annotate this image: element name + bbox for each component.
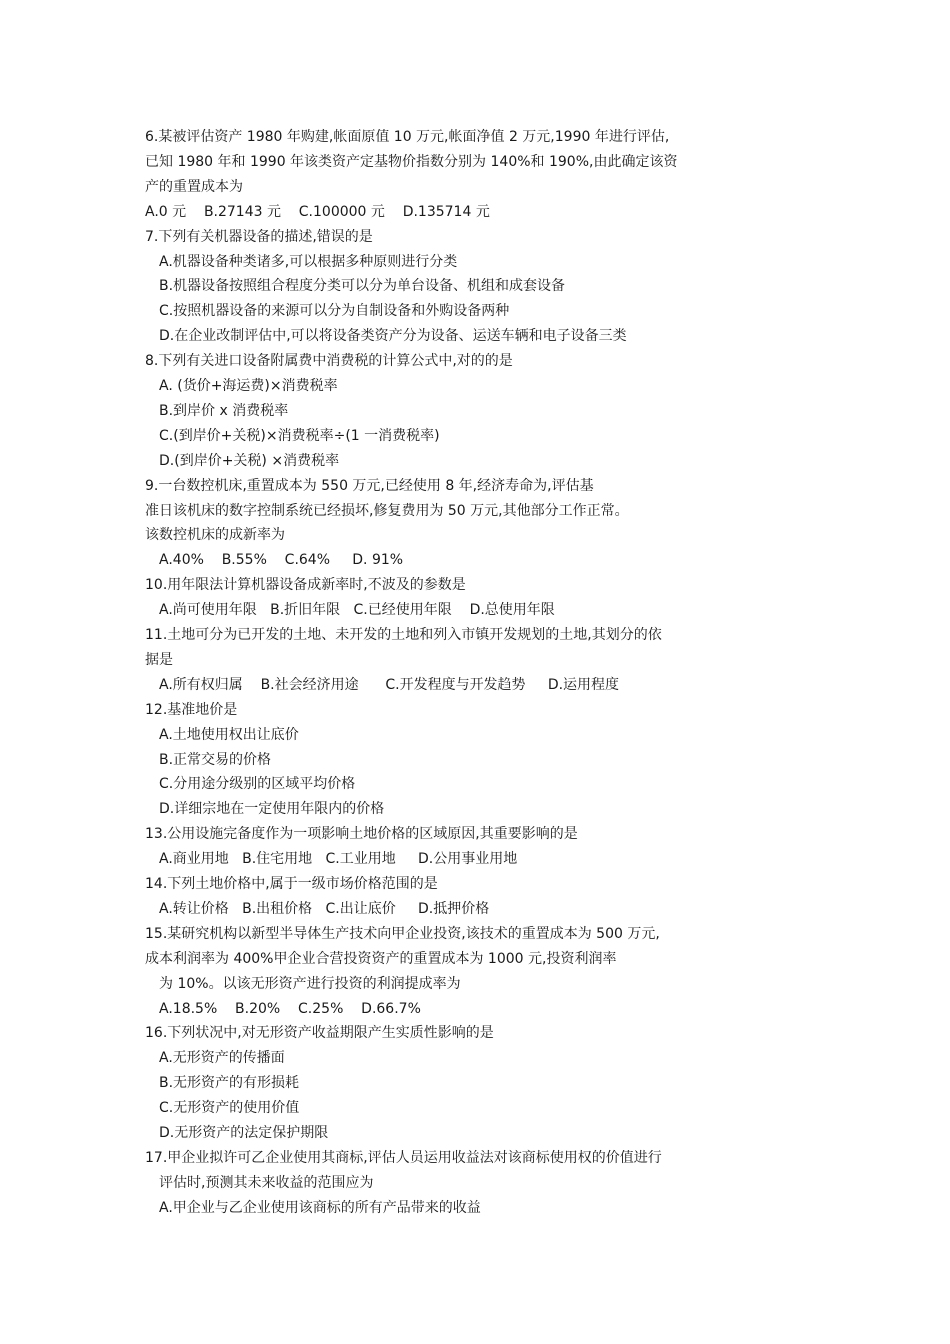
text-line: 15.某研究机构以新型半导体生产技术向甲企业投资,该技术的重置成本为 500 万元, bbox=[145, 925, 660, 942]
text-line: 准日该机床的数字控制系统已经损坏,修复费用为 50 万元,其他部分工作正常。 bbox=[145, 502, 629, 519]
text-line: A. (货价+海运费)×消费税率 bbox=[159, 378, 338, 394]
text-line: 产的重置成本为 bbox=[145, 178, 243, 195]
text-line: 成本利润率为 400%甲企业合营投资资产的重置成本为 1000 元,投资利润率 bbox=[145, 950, 617, 967]
text-line: A.商业用地 B.住宅用地 C.工业用地 D.公用事业用地 bbox=[159, 851, 518, 868]
text-line: A.机器设备种类诸多,可以根据多种原则进行分类 bbox=[159, 253, 458, 270]
text-line: C.(到岸价+关税)×消费税率÷(1 一消费税率) bbox=[159, 427, 440, 444]
text-line: 6.某被评估资产 1980 年购建,帐面原值 10 万元,帐面净值 2 万元,1990 年进行评估, bbox=[145, 129, 670, 145]
text-line: 14.下列土地价格中,属于一级市场价格范围的是 bbox=[145, 876, 438, 892]
text-line: 7.下列有关机器设备的描述,错误的是 bbox=[145, 228, 373, 245]
text-line: B.到岸价 x 消费税率 bbox=[159, 402, 289, 419]
text-line: A.尚可使用年限 B.折旧年限 C.已经使用年限 D.总使用年限 bbox=[159, 602, 555, 619]
text-line: B.无形资产的有形损耗 bbox=[159, 1075, 300, 1092]
text-line: 10.用年限法计算机器设备成新率时,不波及的参数是 bbox=[145, 577, 466, 594]
text-line: A.40% B.55% C.64% D. 91% bbox=[159, 552, 404, 569]
text-line: 为 10%。以该无形资产进行投资的利润提成率为 bbox=[159, 975, 461, 992]
text-line: D.详细宗地在一定使用年限内的价格 bbox=[159, 801, 385, 818]
text-line: A.转让价格 B.出租价格 C.出让底价 D.抵押价格 bbox=[159, 900, 490, 917]
text-line: B.机器设备按照组合程度分类可以分为单台设备、机组和成套设备 bbox=[159, 278, 566, 295]
text-line: D.(到岸价+关税) ×消费税率 bbox=[159, 452, 340, 469]
text-line: 11.土地可分为已开发的土地、未开发的土地和列入市镇开发规划的土地,其划分的依 bbox=[145, 627, 662, 643]
text-line: A.0 元 B.27143 元 C.100000 元 D.135714 元 bbox=[145, 203, 490, 220]
text-line: B.正常交易的价格 bbox=[159, 751, 272, 768]
text-line: 8.下列有关进口设备附属费中消费税的计算公式中,对的的是 bbox=[145, 353, 513, 370]
text-line: A.甲企业与乙企业使用该商标的所有产品带来的收益 bbox=[159, 1199, 481, 1216]
text-line: 该数控机床的成新率为 bbox=[145, 527, 285, 544]
text-line: 17.甲企业拟许可乙企业使用其商标,评估人员运用收益法对该商标使用权的价值进行 bbox=[145, 1149, 662, 1166]
text-line: A.无形资产的传播面 bbox=[159, 1050, 285, 1067]
text-line: C.无形资产的使用价值 bbox=[159, 1100, 300, 1117]
text-line: A.18.5% B.20% C.25% D.66.7% bbox=[159, 1000, 421, 1017]
text-line: A.所有权归属 B.社会经济用途 C.开发程度与开发趋势 D.运用程度 bbox=[159, 676, 620, 693]
text-line: 据是 bbox=[145, 651, 173, 668]
text-line: C.分用途分级别的区域平均价格 bbox=[159, 776, 356, 793]
text-line: A.土地使用权出让底价 bbox=[159, 726, 299, 743]
text-line: D.在企业改制评估中,可以将设备类资产分为设备、运送车辆和电子设备三类 bbox=[159, 328, 627, 345]
text-line: 12.基准地价是 bbox=[145, 701, 238, 718]
text-line: 9.一台数控机床,重置成本为 550 万元,已经使用 8 年,经济寿命为,评估基 bbox=[145, 477, 594, 494]
text-line: C.按照机器设备的来源可以分为自制设备和外购设备两种 bbox=[159, 303, 510, 320]
text-line: 已知 1980 年和 1990 年该类资产定基物价指数分别为 140%和 190%,由此确定该资 bbox=[145, 153, 678, 170]
text-line: D.无形资产的法定保护期限 bbox=[159, 1125, 329, 1141]
text-line: 13.公用设施完备度作为一项影响土地价格的区域原因,其重要影响的是 bbox=[145, 826, 578, 843]
text-line: 评估时,预测其未来收益的范围应为 bbox=[159, 1174, 374, 1191]
text-line: 16.下列状况中,对无形资产收益期限产生实质性影响的是 bbox=[145, 1025, 494, 1042]
